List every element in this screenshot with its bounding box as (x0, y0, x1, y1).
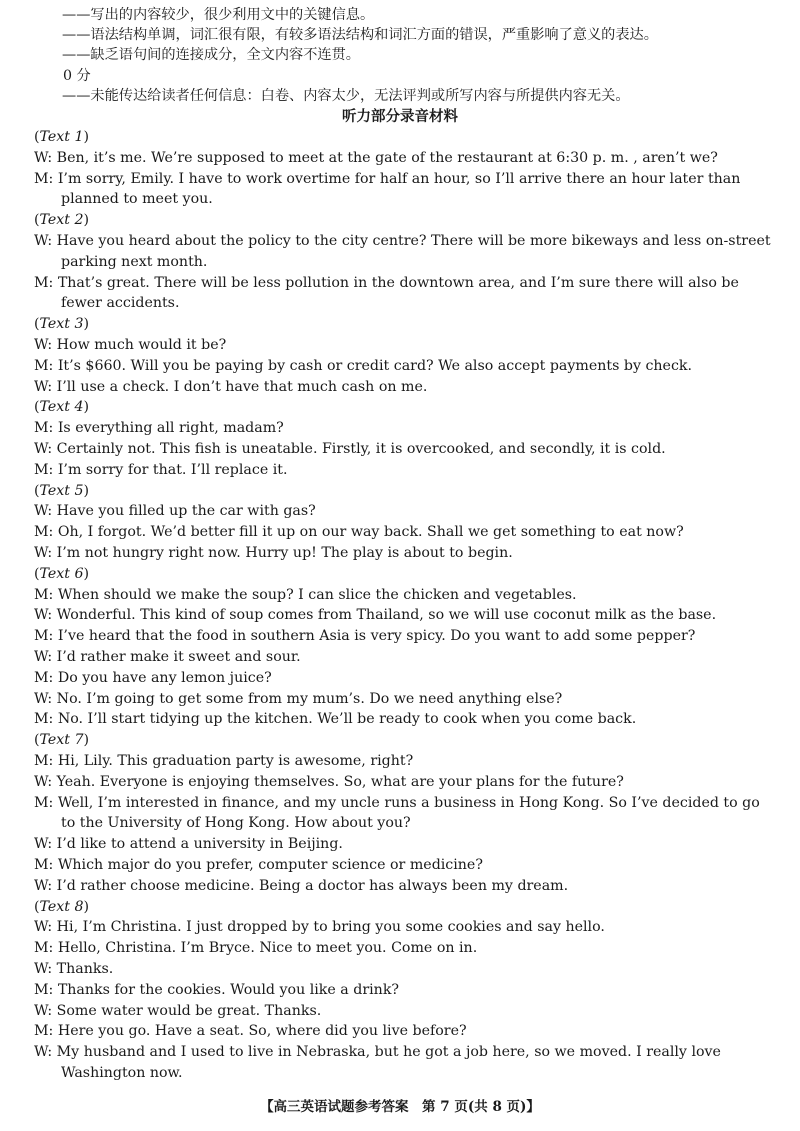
speaker-label: W (34, 1002, 48, 1019)
dialogue-turn: W: Yeah. Everyone is enjoying themselves. So, what are your plans for the future? (34, 773, 624, 790)
dialogue-text: How much would it be? (56, 337, 227, 353)
dialogue-text: Thanks for the cookies. Would you like a drink? (57, 981, 400, 998)
dialogue-text: My husband and I used to live in Nebraska, but he got a job here, so we moved. I really love (56, 1044, 721, 1061)
dialogue-turn: W: My husband and I used to live in Nebraska, but he got a job here, so we moved. I really love (34, 1044, 721, 1061)
dialogue-turn: W: Thanks. (34, 961, 114, 977)
dialogue-text: I’m sorry for that. I’ll replace it. (57, 461, 288, 478)
dialogue-turn: M: It’s $660. Will you be paying by cash or credit card? We also accept payments by check. (34, 357, 693, 374)
dialogue-turn: W: How much would it be? (34, 337, 227, 353)
dialogue-continuation (61, 190, 770, 209)
text-label-name: Text 2 (39, 212, 84, 229)
text-label-name: Text 7 (39, 732, 84, 749)
text-label-name: Text 1 (39, 129, 84, 145)
speaker-label: W (34, 877, 48, 894)
text-label: (Text 1) (34, 129, 90, 145)
dialogue-text: parking next month. (61, 253, 208, 270)
speaker-label: M (34, 524, 49, 541)
dialogue-turn: W: Some water would be great. Thanks. (34, 1002, 322, 1019)
speaker-label: M (34, 628, 49, 645)
dialogue-continuation (61, 1064, 770, 1083)
dialogue-text: I’m sorry, Emily. I have to work overtime for half an hour, so I’ll arrive there an hour later than (57, 170, 741, 187)
dialogue-text: No. I’ll start tidying up the kitchen. We’ll be ready to cook when you come back. (57, 711, 637, 728)
rubric-line: ——缺乏语句间的连接成分，全文内容不连贯。 (62, 47, 360, 64)
dialogue-turn: W: I’m not hungry right now. Hurry up! The play is about to begin. (34, 545, 513, 561)
text-label: (Text 3) (34, 316, 90, 333)
speaker-label: M (34, 170, 49, 187)
dialogue-turn: W: Wonderful. This kind of soup comes from Thailand, so we will use coconut milk as the base. (34, 607, 717, 624)
speaker-label: W (34, 233, 48, 249)
dialogue-text: Certainly not. This fish is uneatable. Firstly, it is overcooked, and secondly, it is cold. (56, 441, 666, 457)
text-label-name: Text 3 (39, 316, 84, 333)
dialogue-text: I’m not hungry right now. Hurry up! The play is about to begin. (56, 545, 513, 561)
dialogue-turn: W: I’ll use a check. I don’t have that much cash on me. (34, 378, 428, 395)
dialogue-text: Hi, I’m Christina. I just dropped by to bring you some cookies and say hello. (56, 919, 605, 936)
dialogue-turn: W: I’d rather make it sweet and sour. (34, 649, 301, 665)
speaker-label: W (34, 836, 48, 853)
section-title: 听力部分录音材料 (342, 108, 458, 125)
rubric-line: ——未能传达给读者任何信息：白卷、内容太少，无法评判或所写内容与所提供内容无关。 (62, 87, 630, 104)
dialogue-turn: W: Ben, it’s me. We’re supposed to meet at the gate of the restaurant at 6:30 p. m. , aren’t we? (34, 149, 718, 166)
text-label: (Text 7) (34, 732, 90, 749)
speaker-label: W (34, 378, 48, 395)
dialogue-text: Oh, I forgot. We’d better fill it up on our way back. Shall we get something to eat now? (57, 524, 684, 541)
dialogue-turn: M: Thanks for the cookies. Would you like a drink? (34, 981, 400, 998)
dialogue-turn: M: Which major do you prefer, computer science or medicine? (34, 857, 483, 873)
speaker-label: W (34, 503, 48, 520)
dialogue-turn: W: I’d like to attend a university in Beijing. (34, 836, 343, 853)
speaker-label: M (34, 669, 49, 686)
speaker-label: M (34, 711, 49, 728)
dialogue-turn: M: Hello, Christina. I’m Bryce. Nice to meet you. Come on in. (34, 940, 478, 957)
dialogue-turn: M: Here you go. Have a seat. So, where did you live before? (34, 1023, 467, 1040)
dialogue-text: Some water would be great. Thanks. (56, 1002, 322, 1019)
dialogue-turn: W: I’d rather choose medicine. Being a doctor has always been my dream. (34, 877, 569, 894)
speaker-label: M (34, 357, 49, 374)
dialogue-turn: M: Well, I’m interested in finance, and my uncle runs a business in Hong Kong. So I’ve decided to go (34, 794, 760, 811)
speaker-label: M (34, 1023, 49, 1040)
speaker-label: W (34, 649, 48, 665)
dialogue-text: I’d rather make it sweet and sour. (56, 649, 301, 665)
dialogue-turn: M: That’s great. There will be less pollution in the downtown area, and I’m sure there will also be (34, 274, 739, 291)
dialogue-turn: M: When should we make the soup? I can slice the chicken and vegetables. (34, 586, 577, 603)
text-label-name: Text 4 (39, 399, 84, 416)
speaker-label: W (34, 919, 48, 936)
text-label: (Text 8) (34, 898, 90, 915)
dialogue-text: Well, I’m interested in finance, and my uncle runs a business in Hong Kong. So I’ve decided to go (57, 794, 760, 811)
dialogue-text: It’s $660. Will you be paying by cash or credit card? We also accept payments by check. (57, 357, 693, 374)
dialogue-text: I’d like to attend a university in Beijing. (56, 836, 343, 853)
speaker-label: M (34, 857, 49, 873)
speaker-label: W (34, 1044, 48, 1061)
dialogue-turn: W: Have you heard about the policy to the city centre? There will be more bikeways and less on-street (34, 233, 771, 249)
dialogue-turn: W: Have you filled up the car with gas? (34, 503, 316, 520)
dialogue-turn: M: Oh, I forgot. We’d better fill it up on our way back. Shall we get something to eat now? (34, 524, 684, 541)
dialogue-text: Do you have any lemon juice? (57, 669, 272, 686)
rubric-line: 0 分 (63, 67, 91, 84)
dialogue-text: Yeah. Everyone is enjoying themselves. So, what are your plans for the future? (56, 773, 624, 790)
dialogue-text: Have you heard about the policy to the city centre? There will be more bikeways and less on-street (56, 233, 771, 249)
dialogue-turn: M: No. I’ll start tidying up the kitchen. We’ll be ready to cook when you come back. (34, 711, 637, 728)
text-label: (Text 4) (34, 399, 90, 416)
dialogue-turn: M: Is everything all right, madam? (34, 420, 284, 437)
speaker-label: M (34, 461, 49, 478)
dialogue-text: Which major do you prefer, computer science or medicine? (57, 857, 483, 873)
text-label-name: Text 5 (39, 482, 84, 499)
speaker-label: W (34, 149, 48, 166)
dialogue-continuation (61, 294, 770, 313)
dialogue-turn: M: Hi, Lily. This graduation party is awesome, right? (34, 753, 414, 769)
dialogue-text: Thanks. (56, 961, 114, 977)
dialogue-turn: M: I’ve heard that the food in southern Asia is very spicy. Do you want to add some pepper? (34, 628, 696, 645)
speaker-label: M (34, 940, 49, 957)
dialogue-text: Hello, Christina. I’m Bryce. Nice to meet you. Come on in. (57, 940, 478, 957)
dialogue-text: fewer accidents. (61, 295, 180, 312)
speaker-label: W (34, 441, 48, 457)
rubric-line: ——语法结构单调，词汇很有限，有较多语法结构和词汇方面的错误，严重影响了意义的表达。 (62, 27, 658, 44)
dialogue-text: That’s great. There will be less pollution in the downtown area, and I’m sure there will also be (57, 274, 739, 291)
text-label: (Text 5) (34, 482, 90, 499)
text-label: (Text 6) (34, 565, 90, 582)
dialogue-continuation (61, 253, 770, 272)
dialogue-turn: M: Do you have any lemon juice? (34, 669, 272, 686)
dialogue-text: Wonderful. This kind of soup comes from Thailand, so we will use coconut milk as the base. (56, 607, 717, 624)
speaker-label: M (34, 420, 49, 437)
dialogue-turn: M: I’m sorry for that. I’ll replace it. (34, 461, 288, 478)
dialogue-text: planned to meet you. (61, 191, 213, 208)
dialogue-text: I’ve heard that the food in southern Asia is very spicy. Do you want to add some pepper? (57, 628, 696, 645)
dialogue-continuation (61, 814, 770, 833)
speaker-label: W (34, 337, 48, 353)
dialogue-text: Washington now. (61, 1065, 183, 1081)
dialogue-turn: W: No. I’m going to get some from my mum’s. Do we need anything else? (34, 690, 563, 707)
page-footer: 【高三英语试题参考答案 第 7 页(共 8 页)】 (260, 1099, 540, 1115)
rubric-line: ——写出的内容较少，很少利用文中的关键信息。 (62, 7, 375, 23)
dialogue-turn: W: Hi, I’m Christina. I just dropped by to bring you some cookies and say hello. (34, 919, 605, 936)
dialogue-text: to the University of Hong Kong. How about you? (61, 815, 411, 832)
dialogue-text: When should we make the soup? I can slice the chicken and vegetables. (57, 586, 577, 603)
speaker-label: M (34, 586, 49, 603)
dialogue-text: Ben, it’s me. We’re supposed to meet at the gate of the restaurant at 6:30 p. m. , aren’t we? (56, 149, 718, 166)
speaker-label: M (34, 794, 49, 811)
speaker-label: M (34, 981, 49, 998)
speaker-label: W (34, 773, 48, 790)
text-label-name: Text 6 (39, 565, 84, 582)
dialogue-text: I’d rather choose medicine. Being a doctor has always been my dream. (56, 877, 569, 894)
speaker-label: W (34, 690, 48, 707)
speaker-label: W (34, 545, 48, 561)
speaker-label: W (34, 607, 48, 624)
speaker-label: M (34, 274, 49, 291)
dialogue-text: Is everything all right, madam? (57, 420, 284, 437)
dialogue-text: No. I’m going to get some from my mum’s. Do we need anything else? (56, 690, 563, 707)
dialogue-text: Have you filled up the car with gas? (56, 503, 316, 520)
speaker-label: M (34, 753, 49, 769)
dialogue-text: I’ll use a check. I don’t have that much cash on me. (56, 378, 428, 395)
speaker-label: W (34, 961, 48, 977)
dialogue-turn: W: Certainly not. This fish is uneatable. Firstly, it is overcooked, and secondly, it is cold. (34, 441, 666, 457)
text-label-name: Text 8 (39, 898, 84, 915)
dialogue-text: Here you go. Have a seat. So, where did you live before? (57, 1023, 467, 1040)
dialogue-text: Hi, Lily. This graduation party is awesome, right? (57, 753, 414, 769)
text-label: (Text 2) (34, 212, 90, 229)
dialogue-turn: M: I’m sorry, Emily. I have to work overtime for half an hour, so I’ll arrive there an hour later than (34, 170, 741, 187)
